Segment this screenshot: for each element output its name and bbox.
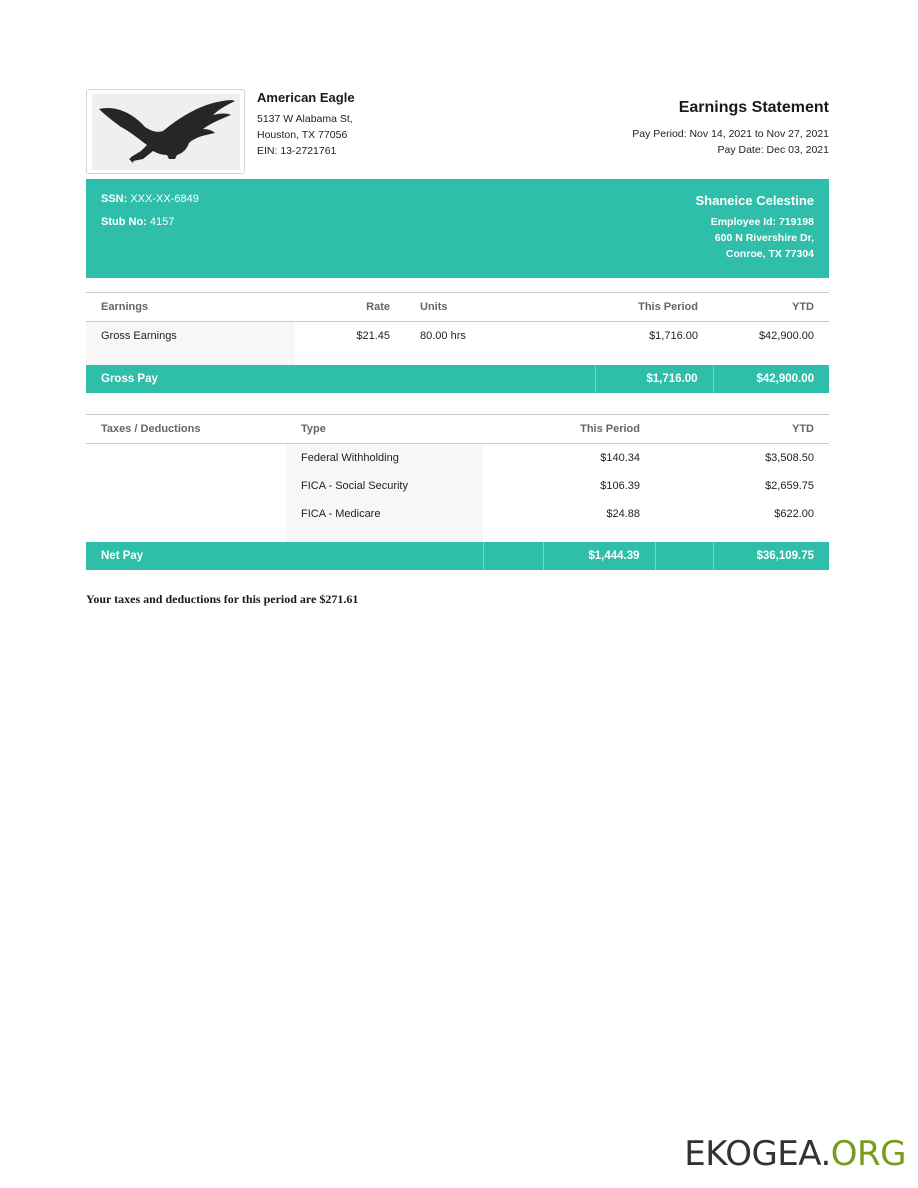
company-address-line2: Houston, TX 77056	[257, 129, 348, 141]
pay-date: Pay Date: Dec 03, 2021	[717, 144, 829, 156]
net-pay-gap	[655, 542, 713, 570]
company-logo	[86, 89, 245, 174]
gross-pay-label: Gross Pay	[86, 365, 595, 393]
employee-address-line2: Conroe, TX 77304	[725, 248, 814, 260]
stub-value: 4157	[149, 216, 175, 228]
employee-id: Employee Id: 719198	[710, 216, 814, 228]
deduction-type: FICA - Medicare	[286, 500, 483, 528]
net-pay-ytd: $36,109.75	[756, 549, 814, 562]
earnings-header-units: Units	[420, 301, 448, 313]
employee-band	[86, 179, 829, 278]
deductions-header-row	[86, 415, 829, 444]
company-name: American Eagle	[257, 90, 355, 105]
ssn-line	[101, 193, 199, 205]
watermark-part2: ORG	[830, 1134, 906, 1174]
deduction-period: $106.39	[600, 479, 640, 492]
deductions-table	[86, 414, 829, 570]
earnings-header-period: This Period	[638, 301, 698, 313]
stub-line	[101, 216, 199, 228]
deductions-header-period: This Period	[580, 423, 640, 435]
spacer-row	[86, 350, 829, 365]
tax-summary: Your taxes and deductions for this period are $271.61	[86, 592, 359, 606]
pay-period: Pay Period: Nov 14, 2021 to Nov 27, 2021	[632, 128, 829, 140]
net-pay-gap	[483, 542, 543, 570]
earning-label: Gross Earnings	[86, 322, 295, 350]
net-pay-row	[86, 542, 829, 570]
eagle-icon	[95, 97, 237, 167]
deduction-ytd: $3,508.50	[765, 451, 814, 464]
ssn-label: SSN:	[101, 193, 128, 205]
earnings-header-rate: Rate	[366, 301, 390, 313]
net-pay-period: $1,444.39	[543, 542, 655, 570]
deduction-type: Federal Withholding	[286, 444, 483, 472]
earnings-table	[86, 292, 829, 393]
earning-period: $1,716.00	[649, 329, 698, 342]
watermark-part1: EKOGEA.	[684, 1134, 831, 1174]
employee-name: Shaneice Celestine	[695, 193, 814, 208]
watermark	[684, 1134, 906, 1174]
deduction-ytd: $2,659.75	[765, 479, 814, 492]
company-info	[257, 90, 355, 159]
deduction-type: FICA - Social Security	[286, 472, 483, 500]
table-row	[86, 322, 829, 350]
earning-units: 80.00 hrs	[420, 329, 466, 342]
deductions-header-type: Type	[301, 423, 326, 435]
stub-label: Stub No:	[101, 216, 147, 228]
ssn-value: XXX-XX-6849	[130, 193, 199, 205]
company-address-line1: 5137 W Alabama St,	[257, 113, 353, 125]
table-row	[86, 472, 829, 500]
deduction-period: $24.88	[606, 507, 640, 520]
table-row	[86, 444, 829, 472]
deduction-ytd: $622.00	[774, 507, 814, 520]
net-pay-label: Net Pay	[86, 542, 483, 570]
table-row	[86, 500, 829, 528]
gross-pay-period: $1,716.00	[595, 365, 713, 393]
deductions-header-ytd: YTD	[792, 423, 814, 435]
company-ein: EIN: 13-2721761	[257, 145, 337, 157]
statement-header	[632, 99, 829, 158]
earning-ytd: $42,900.00	[758, 329, 814, 342]
earnings-header-label: Earnings	[101, 301, 149, 313]
gross-pay-row	[86, 365, 829, 393]
gross-pay-ytd: $42,900.00	[756, 372, 814, 385]
deduction-period: $140.34	[600, 451, 640, 464]
spacer-row	[86, 528, 829, 542]
earnings-header-ytd: YTD	[792, 301, 814, 313]
statement-title: Earnings Statement	[678, 99, 829, 116]
earning-rate: $21.45	[356, 329, 390, 342]
earnings-header-row	[86, 293, 829, 322]
deductions-header-label: Taxes / Deductions	[101, 423, 201, 435]
employee-address-line1: 600 N Rivershire Dr,	[714, 232, 814, 244]
